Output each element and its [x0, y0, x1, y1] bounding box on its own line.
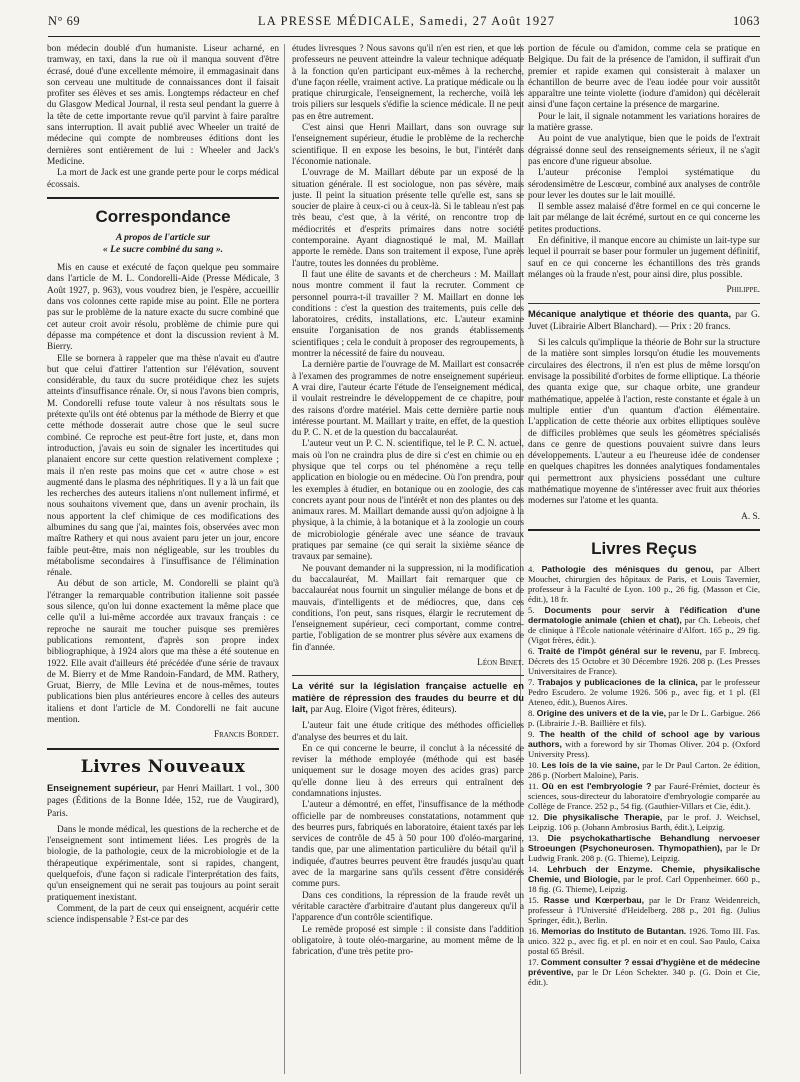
paragraph: études livresques ? Nous savons qu'il n'en est rien, et que les professeurs ne peuvent atteindre la valeur technique adéquate à la fonction qu'en participant eux-mêmes à la recherche, d'une façon réelle, vraiment active. La pratique médicale ou la pratique chirurgicale, l'enseignement, la recherche, voilà les trois piliers sur lesquels s'édifie la science médicale. Il ne peut pas en être autrement. — [292, 44, 524, 122]
author-signature: Léon Binet. — [477, 658, 524, 669]
paragraph: Au point de vue analytique, bien que le poids de l'extrait dégraissé donne seul des renseignements sérieux, il ne s'agit pas encore d'une rigueur absolue. — [528, 134, 760, 167]
paragraph: Elle se bornera à rappeler que ma thèse n'avait eu d'autre but que celui d'attirer l'attention sur l'élévation, souvent considérable, du taux du sucre protéidique chez les sujets atteints d'insuffisance rénale. Or, si nous l'avons bien compris, M. Condorelli refuse toute valeur à nos résultats sous le prétexte qu'ils ont été obtenus par la méthode de Bierry et que cette méthode dosserait autre chose que le seul sucre combiné. Ce reproche est peut-être fort juste, et, dans mon introduction, j'avais eu soin de signaler les incertitudes qui planaient encore sur cette question relativement complexe ; mais il n'en reste pas moins que cet « autre chose » est augmenté dans le plasma des néphritiques. Il y a là un fait que les recherches des auteurs italiens n'ont nullement infirmé, et nous souhaitons vivement que, dans un avenir prochain, ils nous apportent la clef chimique de ces modifications des albumines du sang que j'ai, maintes fois, observées avec mon maître Rathery et qui nous avaient paru jeter un jour, encore faible peut-être, mais non négligeable, sur les troubles du métabolisme secondaires à l'insuffisance de l'élimination rénale. — [47, 353, 279, 579]
book-title: Enseignement supérieur, — [47, 782, 159, 793]
book-review-heading — [47, 783, 279, 820]
paragraph: La dernière partie de l'ouvrage de M. Maillart est consacrée à l'examen des programmes de notre enseignement supérieur. A vrai dire, l'auteur écarte l'étude de l'enseignement médical, il voulait restreindre le développement de ce chapitre, pour des raisons d'ordre matériel. Mais cette dernière partie nous intéresse pourtant. M. Maillart y traite, en effet, de la question du P. C. N. et de la question du baccalauréat. — [292, 360, 524, 439]
paragraph: Il faut une élite de savants et de chercheurs : M. Maillart nous montre comment il faut la recruter. Comment ce personnel pourra-t-il travailler ? M. Maillart en donne les conditions : c'est la question des traitements, puis celle des laboratoires, crédits, installations, etc. L'auteur examine ensuite l'organisation de nos grands établissements scientifiques ; cela le conduit à proposer des regroupements, à montrer la nécessité de faire du nouveau. — [292, 269, 524, 360]
book-review-heading — [292, 681, 524, 716]
subhead-line: A propos de l'article sur — [115, 232, 211, 244]
book-title: Trabajos y publicaciones de la clinica, — [537, 677, 698, 688]
author-signature: Philippe. — [726, 285, 760, 296]
book-details: with a foreword by sir Thomas Oliver. 204 p. (Oxford University Press). — [528, 739, 760, 760]
list-item — [528, 926, 760, 956]
item-number: 16. — [528, 926, 542, 937]
item-number: 14. — [528, 864, 548, 875]
list-item — [528, 564, 760, 604]
paragraph: L'auteur veut un P. C. N. scientifique, tel le P. C. N. actuel, mais où l'on ne craindra plus de dire si c'est en chimie ou en physique que tel corps ou tel phénomène a reçu telle application en biologie ou en médecine. Où l'on prendra, pour les exemples à étudier, en botanique ou en zoologie, des cas concrets ayant pour nous de l'intérêt et non des plantes ou des animaux rares. M. Maillart demande aussi qu'on adjoigne à la physique, à la chimie, à la botanique et à la zoologie un cours de microbiologie générale avec une séance de travaux pratiques par semaine (ce qui serait la sixième séance de travaux par semaine). — [292, 439, 524, 563]
section-title-correspondance: Correspondance — [95, 206, 231, 226]
book-meta: par Aug. Eloire (Vigot frères, éditeurs). — [310, 704, 457, 715]
book-title: La vérité sur la législation française actuelle en matière de répression des fraudes du beurre et du lait, — [292, 681, 524, 714]
item-number: 6. — [528, 646, 538, 657]
list-item — [528, 760, 760, 780]
book-details: par le Dr Léon Schekter. 340 p. (G. Doin et Cie, édit.). — [528, 967, 760, 988]
item-number: 7. — [528, 677, 538, 688]
book-title: The health of the child of school age by various authors, — [528, 729, 760, 750]
section-title-livres-recus: Livres Reçus — [591, 538, 697, 558]
book-title: Documents pour servir à l'édification d'une dermatologie animale (chien et chat), — [528, 605, 760, 626]
list-item — [528, 646, 760, 676]
item-number: 13. — [528, 833, 548, 844]
book-title: Die physikalische Therapie, — [543, 812, 663, 823]
paragraph: L'auteur préconise l'emploi systématique du sérodensimètre de Lescœur, combiné aux analyses de contrôle pour lever les doutes sur le lait mouillé. — [528, 168, 760, 201]
book-title: Les lois de la vie saine, — [541, 760, 640, 771]
received-books-list — [528, 564, 760, 987]
paragraph: L'auteur fait une étude critique des méthodes officielles d'analyse des beurres et du lait. — [292, 721, 524, 743]
entry-rule — [292, 675, 524, 676]
paragraph: Le remède proposé est simple : il consiste dans l'addition obligatoire, à toute oléo-margarine, au moment même de la fabrication, d'une très petite pro- — [292, 924, 524, 958]
list-item — [528, 895, 760, 925]
list-item — [528, 781, 760, 811]
column-right — [528, 44, 760, 1074]
paragraph: Dans ces conditions, la répression de la fraude revêt un véritable caractère d'arbitraire d'autant plus dangereux qu'il a l'apparence d'un contrôle scientifique. — [292, 890, 524, 924]
item-number: 17. — [528, 957, 541, 968]
paragraph: Comment, de la part de ceux qui enseignent, acquérir cette science indispensable ? Est-ce par des — [47, 903, 279, 926]
paragraph: En définitive, il manque encore au chimiste un lait-type sur lequel il pourrait se baser pour formuler un jugement définitif, sauf en ce qui concerne les échantillons des très grands mélanges où la fraude n'est, pour ainsi dire, plus possible. — [528, 236, 760, 280]
book-title: Memorias do Instituto de Butantan. — [541, 926, 687, 937]
list-item — [528, 677, 760, 707]
paragraph: bon médecin doublé d'un humaniste. Liseur acharné, en tramway, en taxi, dans la rue où il manqua souvent d'être écrasé, doué d'une excellente mémoire, il emmagasinait dans son cerveau une multitude de connaissances dont il faisait profiter ses élèves et ses amis. Longtemps rédacteur en chef du Glasgow Medical Journal, il resta seul pendant la guerre à la tête de cette importante revue qu'il parvint à faire paraître sans interruption. Il avait publié avec Wheeler un traité de médecine qui compte de nombreuses éditions dont les dernières sont entièrement de lui : Wheeler and Jack's Medicine. — [47, 44, 279, 167]
book-title: Origine des univers et de la vie, — [536, 708, 667, 719]
book-title: Pathologie des ménisques du genou, — [541, 564, 714, 575]
list-item — [528, 708, 760, 728]
list-item — [528, 864, 760, 894]
paragraph: Si les calculs qu'implique la théorie de Bohr sur la structure de la matière sont simples lorsqu'on étudie les mouvements circulaires des électrons, il n'en est plus de même lorsqu'on envisage la possibilité d'orbites de forme elliptique. La théorie des quanta exige que, sur chaque orbite, une grandeur mathématique, appelée à l'action, reste constante et égale à un multiple entier d'un quantum d'action élémentaire. L'application de cette théorie aux orbites elliptiques soulève de difficiles problèmes que seuls les géomètres spécialisés dans ce genre de questions pouvaient suivre dans leurs développements. L'auteur a eu l'heureuse idée de condenser en quelques chapitres les données analytiques fondamentales qui permettront aux physiciens possédant une culture mathématique moyenne de s'intéresser avec fruit aux théories modernes sur l'atome et les quanta. — [528, 338, 760, 507]
book-title: Mécanique analytique et théorie des quanta, — [528, 308, 732, 319]
list-item — [528, 812, 760, 832]
paragraph: Mis en cause et exécuté de façon quelque peu sommaire dans l'article de M. L. Condorelli-Aide (Presse Médicale, 3 Août 1927, p. 963), vous voudrez bien, je l'espère, accueillir dans vos colonnes cette rapide mise au point. Elle ne portera pas sur le problème de la nature exacte du sucre combiné que cet auteur croit avoir résolu, problème de chimie pure qui dépasse ma compétence et dont la discussion revient à M. Bierry. — [47, 263, 279, 353]
section-rule — [528, 529, 760, 531]
section-rule — [47, 197, 279, 199]
book-details: par Albert Mouchet, chirurgien des hôpitaux de Paris, et Louis Tavernier, professeur à la Faculté de Lyon. 100 p., 26 fig. (Masson et Cie, édit.), 18 fr. — [528, 564, 760, 605]
running-head — [48, 14, 760, 34]
book-review-heading — [528, 309, 760, 334]
book-details: par le Dr Ludwig Frank. 208 p. (G. Thieme), Leipzig. — [528, 843, 760, 864]
column-divider — [284, 44, 285, 1074]
book-details: par le Dr Franz Weidenreich, professeur à l'Université d'Heidelberg. 288 p., 201 fig. (Julius Springer, édit.), Berlin. — [528, 895, 760, 926]
author-signature: A. S. — [741, 511, 760, 522]
paragraph: Pour le lait, il signale notamment les variations horaires de la matière grasse. — [528, 111, 760, 134]
paragraph: C'est ainsi que Henri Maillart, dans son ouvrage sur l'enseignement supérieur, étudie le problème de la recherche scientifique. Il en expose les besoins, le but, l'intérêt dans l'économie nationale. — [292, 123, 524, 167]
list-item — [528, 729, 760, 759]
book-details: par Fauré-Frémiet, docteur ès sciences, sous-directeur du laboratoire d'embryologie comparée au Collège de France. 252 p., 54 fig. (Gauthier-Villars et Cie, édit.). — [528, 781, 760, 812]
issue-number: N° 69 — [48, 14, 81, 28]
paragraph: Dans le monde médical, les questions de la recherche et de l'enseignement sont intimement liées. Les progrès de la biologie, de la pathologie, ceux de la microbiologie et de la thérapeutique expérimentale, sont si rapides, changent, quelquefois, d'une façon si radicale l'interprétation des faits, qu'un enseignement qui ne serait pas toujours au point serait pratiquement inexistant. — [47, 824, 279, 903]
list-item — [528, 957, 760, 987]
item-number: 8. — [528, 708, 537, 719]
book-title: Die psychokathartische Behandlung nervoeser Stroeungen (Psychoneurosen. Thymopathien), — [528, 833, 760, 854]
book-title: Lehrbuch der Enzyme. Chemie, physikalische Chemie, und Biologie, — [528, 864, 760, 885]
list-item — [528, 605, 760, 645]
item-number: 5. — [528, 605, 545, 616]
column-middle — [292, 44, 524, 1074]
book-details: par le Dr Paul Carton. 2e édition, 286 p. (Norbert Maloine), Paris. — [528, 760, 760, 781]
item-number: 10. — [528, 760, 542, 771]
journal-title: LA PRESSE MÉDICALE, Samedi, 27 Août 1927 — [257, 14, 556, 28]
book-meta: par Henri Maillart. 1 vol., 300 pages (Éditions de la Bonne Idée, 152, rue de Vaugirard), Paris. — [47, 783, 279, 819]
section-title-livres-nouveaux: Livres Nouveaux — [80, 756, 246, 777]
book-details: par le professeur Pedro Escudero. 2e volume 1926. 506 p., avec fig. et 1 pl. (El Ateneo, édit.), Buenos Aires. — [528, 677, 760, 708]
list-item — [528, 833, 760, 863]
column-left — [47, 44, 279, 1074]
item-number: 11. — [528, 781, 542, 792]
page-number: 1063 — [732, 14, 760, 28]
item-number: 9. — [528, 729, 540, 740]
header-rule — [48, 36, 760, 37]
author-signature: Francis Bordet. — [213, 730, 279, 741]
book-title: Où en est l'embryologie ? — [541, 781, 652, 792]
section-rule — [47, 748, 279, 750]
paragraph: Il semble assez malaisé d'être formel en ce qui concerne le lait par mélange de lait écrémé, surtout en ce qui concerne les petites productions. — [528, 202, 760, 235]
paragraph: L'ouvrage de M. Maillart débute par un exposé de la situation générale. Il est sociologue, non pas sévère, mais juste. Il peint la situation présente telle qu'elle est, sans se soucier de plaire à ceux-ci ou à ceux-là. Si le tableau n'est pas très beau, c'est que, à la vérité, on rencontre trop de médiocrités et d'esprits primaires dans notre société contemporaine. Ayant diagnostiqué le mal, M. Maillart apporte le remède. Dans son traitement il expose, l'une après l'autre, toutes les données du problème. — [292, 168, 524, 269]
book-details: par Ch. Lebeois, chef de clinique à l'École nationale vétérinaire d'Alfort. 165 p., 29 fig. (Vigot frères, édit.). — [528, 615, 760, 646]
book-details: par le prof. J. Weichsel, Leipzig. 106 p. (Johann Ambrosius Barth, édit.), Leipzig. — [528, 812, 760, 833]
item-number: 15. — [528, 895, 544, 906]
book-title: Comment consulter ? essai d'hygiène et de médecine préventive, — [528, 957, 760, 978]
article-subhead — [47, 232, 279, 255]
paragraph: Au début de son article, M. Condorelli se plaint qu'à l'étranger la remarquable contribution italienne soit passée sous silence, qu'on lui donne exactement la même place que celle qu'il a lui-même accordée aux travaux français : ce reproche ne saurait me toucher puisque ses premières publications remontent, d'après son propre index bibliographique, à 1924 alors que ma thèse a été soutenue en 1922. Elle avait d'ailleurs été précédée d'une série de travaux de M. Bierry et de Mme Randoin-Fandard, de MM. Rathery, Gruat, Bierry, de Mlle Levina et de nous-mêmes, toutes publications bien plus antérieures encore à celles des auteurs italiens et dont l'article de M. Condorelli ne fait aucune mention. — [47, 579, 279, 726]
item-number: 12. — [528, 812, 544, 823]
book-details: par F. Imbrecq. Décrets des 15 Octobre et 30 Décembre 1926. 208 p. (Les Presses Universitaires de France). — [528, 646, 760, 677]
paragraph: portion de fécule ou d'amidon, comme cela se pratique en Belgique. Du fait de la présence de l'amidon, il suffirait d'un premier et rapide examen qui consisterait à malaxer un échantillon de beurre avec de l'eau iodée pour voir aussitôt apparaître une teinte violette (iodure d'amidon) qui décèlerait ainsi d'une façon certaine la présence de margarine. — [528, 44, 760, 111]
book-details: par le prof. Carl Oppenheimer. 660 p., 18 fig. (G. Thieme), Leipzig. — [528, 874, 760, 895]
book-details: 1926. Tomo III. Fas. unico. 322 p., avec fig. et pl. en noir et en coul. Sao Paulo, Caixa postal 65 Brésil. — [528, 926, 760, 957]
paragraph: L'auteur a démontré, en effet, l'insuffisance de la méthode officielle par de nombreuses constatations, notamment que des beurres purs, fabriqués en laboratoire, étaient taxés par les services de contrôle de 45 à 50 pour 100 d'oléo-margarine, tandis que, par une alimentation particulière du bétail qu'il a indiquée, d'autres beurres peuvent être fraudés jusqu'au quart avec de la margarine sans qu'ils cessent d'être considérés comme purs. — [292, 800, 524, 890]
entry-rule — [528, 303, 760, 304]
book-details: par le Dr L. Garbigue. 266 p. (Librairie J.-B. Baillière et fils). — [528, 708, 760, 729]
paragraph: La mort de Jack est une grande perte pour le corps médical écossais. — [47, 168, 279, 190]
book-meta: par G. Juvet (Librairie Albert Blanchard). — Prix : 20 francs. — [528, 309, 760, 332]
book-title: Traité de l'impôt général sur le revenu, — [537, 646, 702, 657]
item-number: 4. — [528, 564, 542, 575]
paragraph: En ce qui concerne le beurre, il conclut à la nécessité de reviser la méthode employée (méthode qui est basée uniquement sur le dosage moyen des acides gras) parce qu'elle donne lieu à des erreurs qui entraînent des condamnations injustes. — [292, 743, 524, 799]
paragraph: Ne pouvant demander ni la suppression, ni la modification du baccalauréat, M. Maillart fait remarquer que ce baccalauréat nous fournit un singulier mélange de bons et de mauvais, d'intelligents et de médiocres, que, dans ces conditions, l'on peut, sans risques, élargir le recrutement de l'enseignement supérieur, ceci comportant, comme contre-partie, l'obligation de se montrer plus sévère aux examens de fin d'année. — [292, 563, 524, 653]
subhead-line: « Le sucre combiné du sang ». — [102, 243, 224, 255]
book-title: Rasse und Kœrperbau, — [543, 895, 644, 906]
